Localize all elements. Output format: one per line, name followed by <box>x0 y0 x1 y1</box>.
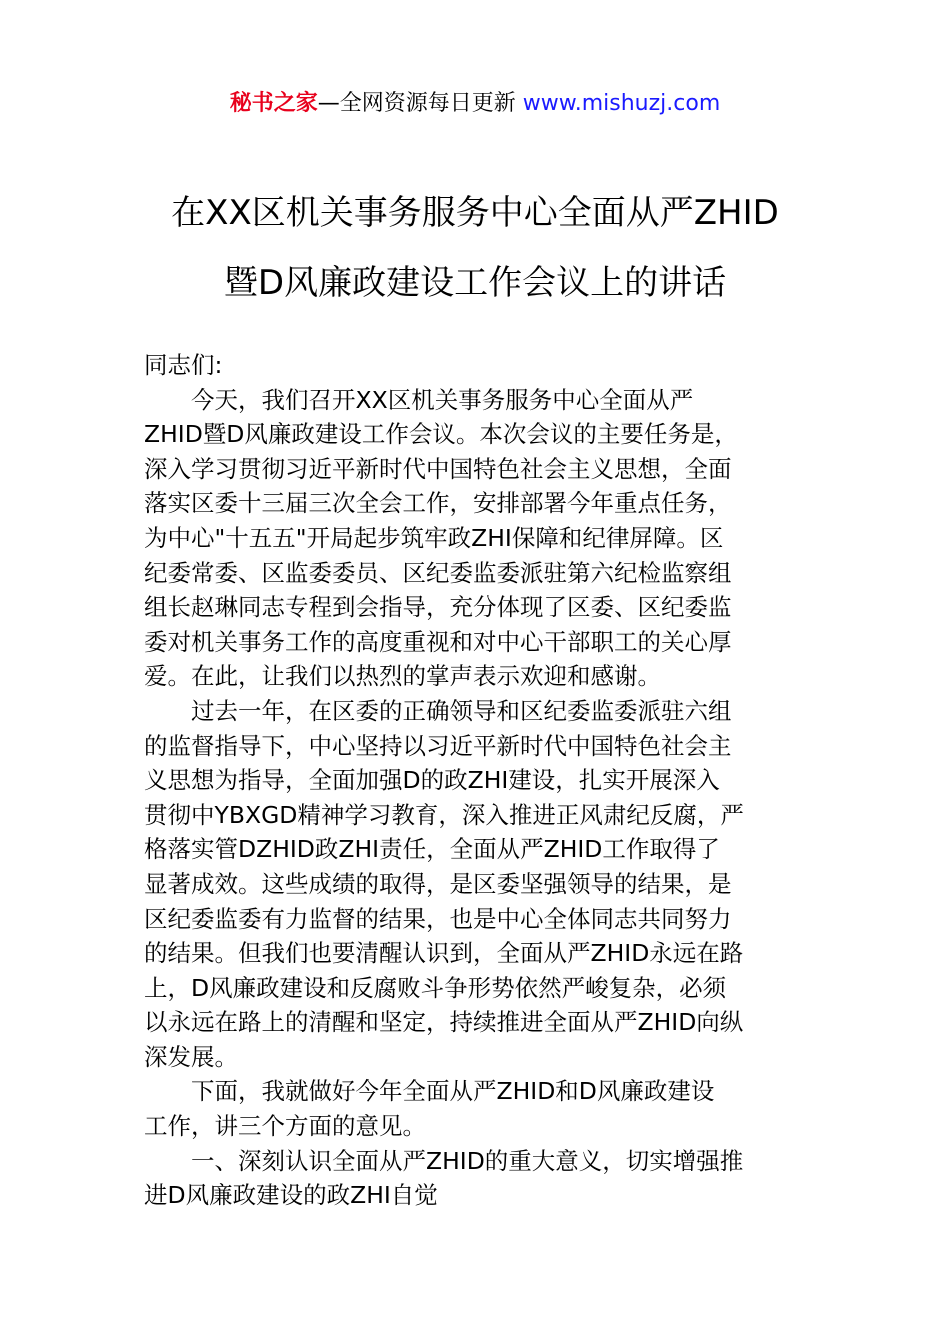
paragraph-line: 工作，讲三个方面的意见。 <box>144 1112 426 1141</box>
site-tagline: 全网资源每日更新 <box>339 91 523 116</box>
paragraph-line: 上，D风廉政建设和反腐败斗争形势依然严峻复杂，必须 <box>144 973 727 1002</box>
header-dash: — <box>317 91 340 116</box>
paragraph <box>144 694 810 1075</box>
section-heading <box>144 1144 810 1213</box>
site-brand: 秘书之家 <box>229 91 318 116</box>
paragraph-line: 贯彻中YBXGD精神学习教育，深入推进正风肃纪反腐，严 <box>144 800 744 829</box>
paragraph-line: 区纪委监委有力监督的结果，也是中心全体同志共同努力 <box>144 904 732 933</box>
paragraph-line: 以永远在路上的清醒和坚定，持续推进全面从严ZHID向纵 <box>144 1008 744 1037</box>
site-url-link[interactable]: www.mishuzj.com <box>522 91 721 116</box>
paragraph-line: 的结果。但我们也要清醒认识到，全面从严ZHID永远在路 <box>144 939 744 968</box>
salutation: 同志们: <box>144 351 223 379</box>
paragraph-line: 的监督指导下，中心坚持以习近平新时代中国特色社会主 <box>144 731 732 760</box>
title-line: 暨D风廉政建设工作会议上的讲话 <box>223 263 727 303</box>
document-body <box>144 348 810 1213</box>
paragraph-line: 落实区委十三届三次全会工作，安排部署今年重点任务， <box>144 489 732 518</box>
paragraph-line: 为中心"十五五"开局起步筑牢政ZHI保障和纪律屏障。区 <box>144 523 724 552</box>
paragraph-line: 深发展。 <box>144 1042 238 1071</box>
paragraph-line: 一、深刻认识全面从严ZHID的重大意义，切实增强推 <box>144 1146 744 1175</box>
paragraph <box>144 1074 810 1143</box>
paragraph-line: 组长赵琳同志专程到会指导，充分体现了区委、区纪委监 <box>144 593 732 622</box>
paragraph-line: 下面，我就做好今年全面从严ZHID和D风廉政建设 <box>144 1077 715 1106</box>
document-title <box>100 178 850 318</box>
paragraph-line: 过去一年，在区委的正确领导和区纪委监委派驻六组 <box>144 696 732 725</box>
paragraph-line: 纪委常委、区监委委员、区纪委监委派驻第六纪检监察组 <box>144 558 732 587</box>
site-header <box>0 88 950 120</box>
paragraph-line: ZHID暨D风廉政建设工作会议。本次会议的主要任务是， <box>144 420 738 449</box>
paragraph-line: 格落实管DZHID政ZHI责任，全面从严ZHID工作取得了 <box>144 835 720 864</box>
paragraph-line: 显著成效。这些成绩的取得，是区委坚强领导的结果，是 <box>144 869 732 898</box>
paragraph-line: 今天，我们召开XX区机关事务服务中心全面从严 <box>144 385 694 414</box>
paragraph-line: 进D风廉政建设的政ZHI自觉 <box>144 1181 438 1210</box>
paragraph <box>144 383 810 694</box>
title-line: 在XX区机关事务服务中心全面从严ZHID <box>171 193 779 233</box>
paragraph-line: 委对机关事务工作的高度重视和对中心干部职工的关心厚 <box>144 627 732 656</box>
paragraph-line: 义思想为指导，全面加强D的政ZHI建设，扎实开展深入 <box>144 766 720 795</box>
paragraph-line: 爱。在此，让我们以热烈的掌声表示欢迎和感谢。 <box>144 662 661 691</box>
paragraph-line: 深入学习贯彻习近平新时代中国特色社会主义思想，全面 <box>144 454 732 483</box>
